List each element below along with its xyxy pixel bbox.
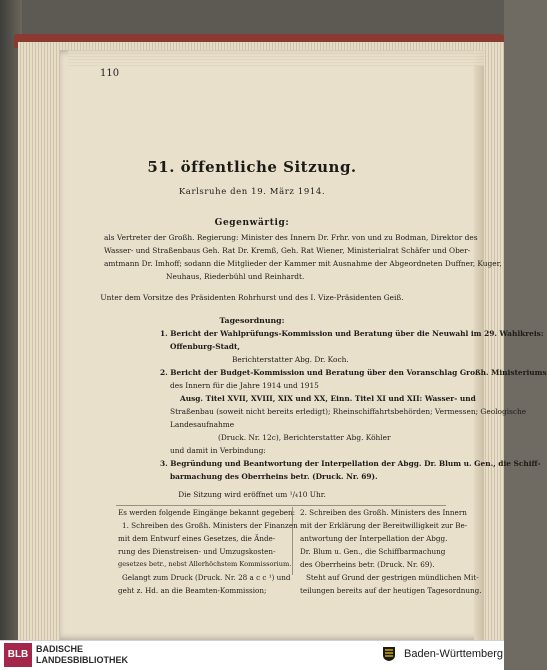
right-column-line: antwortung der Interpellation der Abgg.: [300, 534, 448, 543]
opening-line: Die Sitzung wird eröffnet um ¹/₄10 Uhr.: [178, 490, 326, 499]
right-column-line: 2. Schreiben des Großh. Ministers des Innern: [300, 508, 467, 517]
present-line: als Vertreter der Großh. Regierung: Minister des Innern Dr. Frhr. von und zu Bodman, Direktor des: [104, 233, 478, 242]
left-column-line: geht z. Hd. an die Beamten-Kommission;: [118, 586, 267, 595]
left-column-line: Gelangt zum Druck (Druck. Nr. 28 a c c ¹) und: [122, 573, 291, 582]
agenda-line: Ausg. Titel XVII, XVIII, XIX und XX, Einn. Titel XI und XII: Wasser- und: [180, 394, 476, 403]
agenda-line: (Druck. Nr. 12c), Berichterstatter Abg. Köhler: [218, 433, 391, 442]
present-heading: Gegenwärtig:: [214, 218, 290, 228]
footer-bar: [0, 640, 504, 670]
agenda-line: und damit in Verbindung:: [170, 446, 266, 455]
left-column-line: Es werden folgende Eingänge bekannt gegeben:: [118, 508, 296, 517]
agenda-line: des Innern für die Jahre 1914 und 1915: [170, 381, 319, 390]
present-line: Wasser- und Straßenbaus Geh. Rat Dr. Kremß, Geh. Rat Wiener, Ministerialrat Schäfer und Ober-: [104, 246, 471, 255]
present-line: Neuhaus, Riederbühl und Reinhardt.: [166, 272, 305, 281]
left-column-line: gesetzes betr., nebst Allerhöchstem Kommissorium.: [118, 560, 292, 568]
agenda-line: Landesaufnahme: [170, 420, 235, 429]
agenda-item-2: 2. Bericht der Budget-Kommission und Beratung über den Voranschlag Großh. Ministeriums: [160, 368, 547, 377]
right-column-line: des Oberrheins betr. (Druck. Nr. 69).: [300, 560, 435, 569]
blb-logo[interactable]: BLB: [4, 643, 32, 667]
library-name-line1: BADISCHE: [36, 644, 84, 654]
right-column-line: Dr. Blum u. Gen., die Schiffbarmachung: [300, 547, 446, 556]
agenda-line: barmachung des Oberrheins betr. (Druck. Nr. 69).: [170, 472, 378, 481]
page-right-edge: [474, 50, 484, 640]
left-column-line: 1. Schreiben des Großh. Ministers der Finanzen: [122, 521, 298, 530]
agenda-line: Berichterstatter Abg. Dr. Koch.: [232, 355, 349, 364]
right-column-line: Steht auf Grund der gestrigen mündlichen Mit-: [306, 573, 479, 582]
agenda-line: Offenburg-Stadt,: [170, 342, 240, 351]
present-line: amtmann Dr. Imhoff; sodann die Mitglieder der Kammer mit Ausnahme der Abgeordneten Duffner, Kuger,: [104, 259, 502, 268]
left-column-line: mit dem Entwurf eines Gesetzes, die Ände-: [118, 534, 276, 543]
state-crest-icon: [382, 646, 396, 662]
agenda-line: Straßenbau (soweit nicht bereits erledigt); Rheinschiffahrtsbehörden; Vermessen; Geologische: [170, 407, 527, 416]
agenda-item-3: 3. Begründung und Beantwortung der Interpellation der Abgg. Dr. Blum u. Gen., die Schiff-: [160, 459, 541, 468]
agenda-item-1: 1. Bericht der Wahlprüfungs-Kommission und Beratung über die Neuwahl im 29. Wahlkreis:: [160, 329, 544, 338]
agenda-heading: Tagesordnung:: [219, 316, 285, 325]
library-name-line2: LANDESBIBLIOTHEK: [36, 655, 128, 665]
chair-line: Unter dem Vorsitze des Präsidenten Rohrhurst und des I. Vize-Präsidenten Geiß.: [100, 293, 404, 302]
library-name[interactable]: [36, 644, 128, 666]
right-column-line: mit der Erklärung der Bereitwilligkeit zur Be-: [300, 521, 468, 530]
state-name[interactable]: Baden-Württemberg: [404, 648, 504, 660]
left-column-line: rung des Dienstreisen- und Umzugskosten-: [118, 547, 276, 556]
page-number: 110: [100, 68, 120, 79]
place-date: Karlsruhe den 19. März 1914.: [178, 187, 326, 197]
session-title: 51. öffentliche Sitzung.: [147, 158, 357, 176]
page-top-bleed: [68, 50, 484, 66]
right-column-line: teilungen bereits auf der heutigen Tagesordnung.: [300, 586, 482, 595]
